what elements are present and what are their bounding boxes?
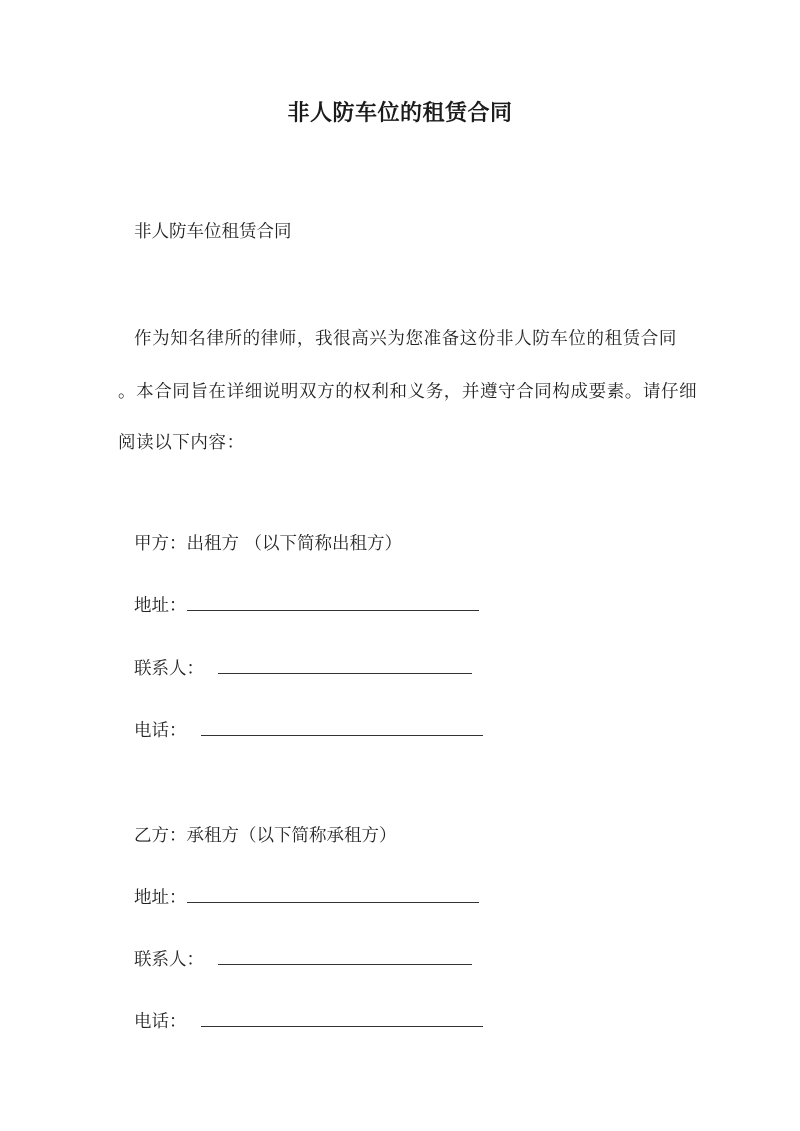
party-b-address-label: 地址： (134, 888, 187, 908)
intro-line-3: 阅读以下内容： (118, 433, 245, 453)
party-b-address-blank (187, 884, 479, 903)
party-a-address-blank (187, 592, 479, 611)
party-a-contact-field (134, 655, 472, 680)
party-a-address-label: 地址： (134, 596, 187, 616)
party-a-phone-blank (201, 717, 483, 736)
party-b-contact-label: 联系人： (134, 950, 204, 970)
party-b-contact-blank (218, 946, 472, 965)
party-a-heading: 甲方：出租方 （以下简称出租方） (134, 534, 403, 554)
party-a-phone-field (134, 717, 483, 742)
document-subtitle: 非人防车位租赁合同 (134, 222, 292, 242)
party-b-contact-field (134, 946, 472, 971)
party-b-address-field (134, 884, 479, 909)
intro-line-1: 作为知名律所的律师，我很高兴为您准备这份非人防车位的租赁合同 (134, 329, 677, 349)
document-title: 非人防车位的租赁合同 (287, 100, 513, 126)
intro-line-2: 。本合同旨在详细说明双方的权利和义务，并遵守合同构成要素。请仔细 (118, 382, 698, 402)
party-a-contact-label: 联系人： (134, 659, 204, 679)
party-a-address-field (134, 592, 479, 617)
party-b-phone-blank (201, 1008, 483, 1027)
party-a-phone-label: 电话： (134, 721, 187, 741)
party-b-phone-field (134, 1008, 483, 1033)
party-b-heading: 乙方：承租方（以下简称承租方） (134, 826, 397, 846)
party-b-phone-label: 电话： (134, 1012, 187, 1032)
party-a-contact-blank (218, 655, 472, 674)
